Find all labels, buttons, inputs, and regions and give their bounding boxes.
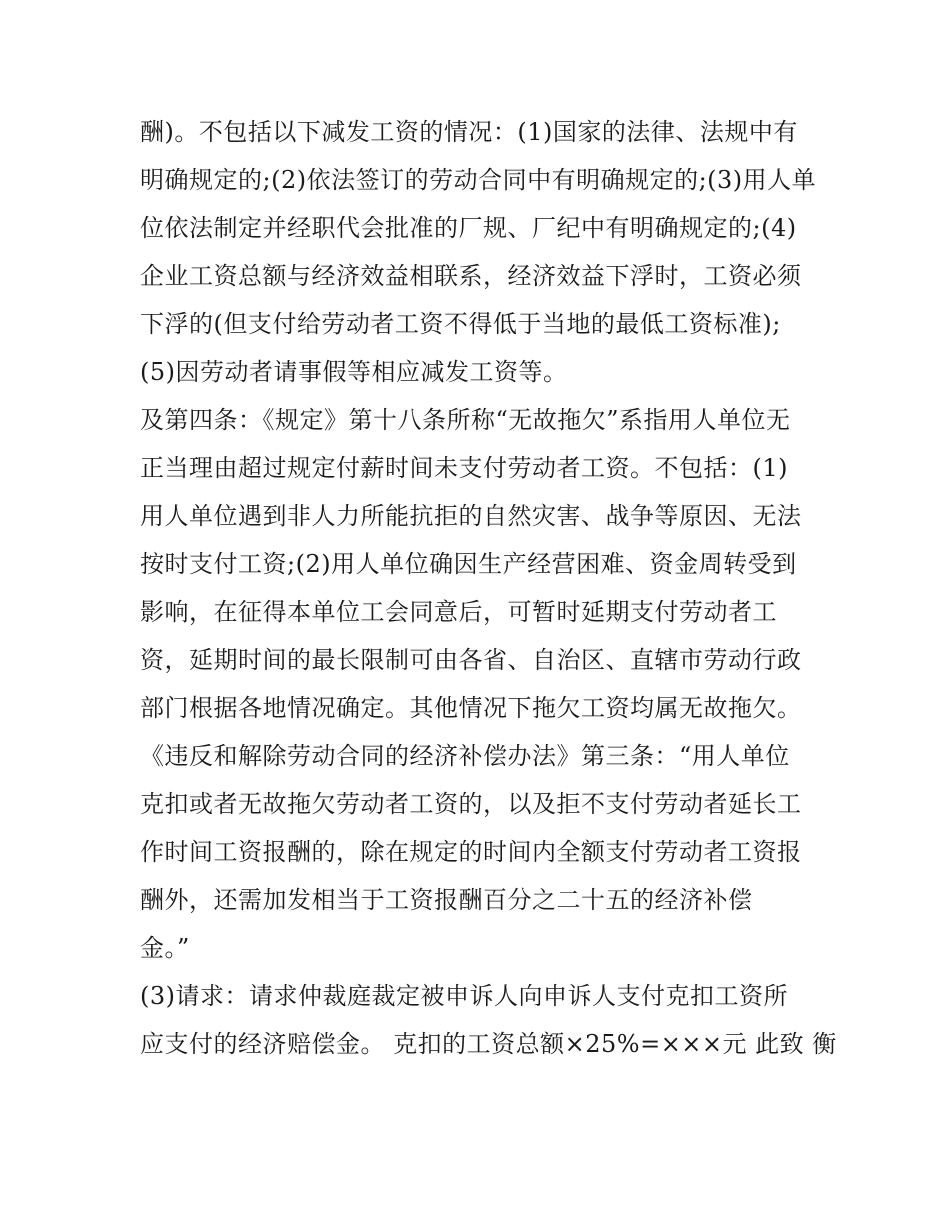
text-line-20: 应支付的经济赔偿金。 克扣的工资总额×25%=×××元 此致 衡 [140, 1030, 837, 1058]
text-line-5: 下浮的(但支付给劳动者工资不得低于当地的最低工资标准); [140, 310, 781, 338]
text-line-6: (5)因劳动者请事假等相应减发工资等。 [140, 358, 568, 386]
text-line-13: 部门根据各地情况确定。其他情况下拖欠工资均属无故拖欠。 [140, 694, 802, 722]
text-line-16: 作时间工资报酬的，除在规定的时间内全额支付劳动者工资报 [140, 838, 802, 866]
text-line-19: (3)请求：请求仲裁庭裁定被申诉人向申诉人支付克扣工资所 [140, 982, 788, 1010]
text-line-9: 用人单位遇到非人力所能抗拒的自然灾害、战争等原因、无法 [140, 502, 802, 530]
text-line-3: 位依法制定并经职代会批准的厂规、厂纪中有明确规定的;(4) [140, 214, 797, 242]
text-line-12: 资，延期时间的最长限制可由各省、自治区、直辖市劳动行政 [140, 646, 802, 674]
text-line-1: 酬)。不包括以下减发工资的情况：(1)国家的法律、法规中有 [140, 118, 798, 146]
text-line-10: 按时支付工资;(2)用人单位确因生产经营困难、资金周转受到 [140, 550, 797, 578]
text-line-14: 《违反和解除劳动合同的经济补偿办法》第三条：“用人单位 [140, 742, 790, 770]
text-line-7: 及第四条：《规定》第十八条所称“无故拖欠”系指用人单位无 [140, 406, 791, 434]
text-line-8: 正当理由超过规定付薪时间未支付劳动者工资。不包括：(1) [140, 454, 788, 482]
text-line-17: 酬外，还需加发相当于工资报酬百分之二十五的经济补偿 [140, 886, 753, 914]
text-line-15: 克扣或者无故拖欠劳动者工资的，以及拒不支付劳动者延长工 [140, 790, 802, 818]
text-line-4: 企业工资总额与经济效益相联系，经济效益下浮时，工资必须 [140, 262, 802, 290]
text-line-2: 明确规定的;(2)依法签订的劳动合同中有明确规定的;(3)用人单 [140, 166, 817, 194]
text-line-18: 金。” [140, 934, 190, 962]
document-body [140, 108, 837, 1068]
text-line-11: 影响，在征得本单位工会同意后，可暂时延期支付劳动者工 [140, 598, 777, 626]
